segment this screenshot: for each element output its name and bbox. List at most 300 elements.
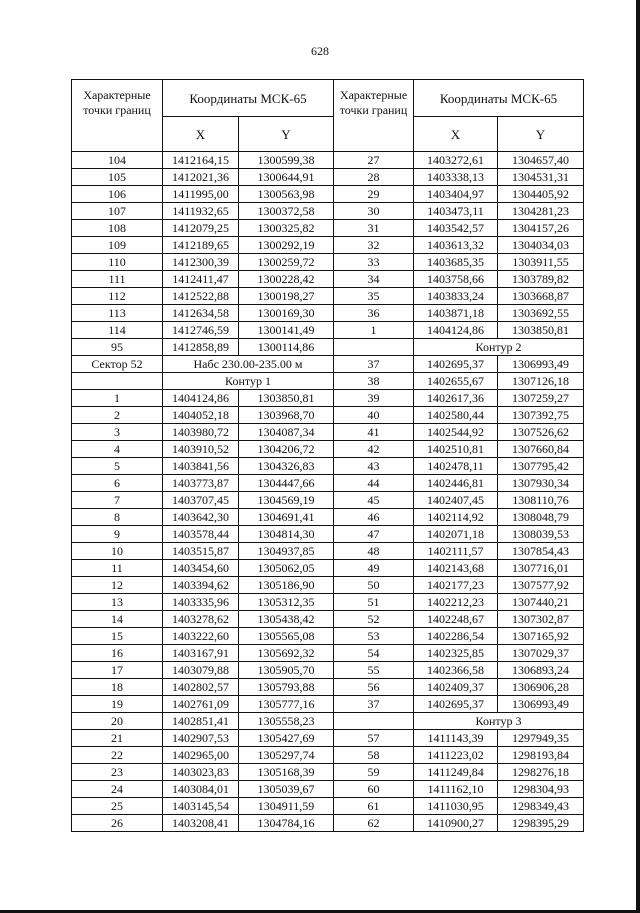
x-coordinate: 1411932,65: [163, 203, 239, 220]
table-row: [334, 679, 584, 696]
y-coordinate: 1303789,82: [498, 271, 584, 288]
table-row: [334, 169, 584, 186]
contour-row: [334, 713, 584, 730]
x-coordinate: 1402366,58: [414, 662, 498, 679]
table-row: [72, 594, 334, 611]
x-coordinate: 1411143,39: [414, 730, 498, 747]
contour-label: Контур 3: [414, 713, 584, 730]
x-header: X: [163, 117, 239, 152]
x-coordinate: 1403167,91: [163, 645, 239, 662]
x-coordinate: 1402802,57: [163, 679, 239, 696]
x-coordinate: 1412634,58: [163, 305, 239, 322]
x-coordinate: 1403454,60: [163, 560, 239, 577]
y-coordinate: 1305558,23: [239, 713, 334, 730]
y-coordinate: 1305168,39: [239, 764, 334, 781]
point-id: 38: [334, 373, 414, 390]
coordinates-table-left: [71, 79, 334, 832]
point-id: 5: [72, 458, 163, 475]
x-coordinate: 1403278,62: [163, 611, 239, 628]
point-id: 59: [334, 764, 414, 781]
x-coordinate: 1402695,37: [414, 356, 498, 373]
y-coordinate: 1304531,31: [498, 169, 584, 186]
x-coordinate: 1412300,39: [163, 254, 239, 271]
y-coordinate: 1300644,91: [239, 169, 334, 186]
x-coordinate: 1412079,25: [163, 220, 239, 237]
table-row: [72, 560, 334, 577]
point-id: 16: [72, 645, 163, 662]
y-coordinate: 1303850,81: [498, 322, 584, 339]
y-coordinate: 1307302,87: [498, 611, 584, 628]
y-coordinate: 1308110,76: [498, 492, 584, 509]
coordinates-header: Координаты МСК-65: [163, 80, 334, 117]
x-coordinate: 1403023,83: [163, 764, 239, 781]
point-id: 23: [72, 764, 163, 781]
point-id: 110: [72, 254, 163, 271]
y-coordinate: 1298193,84: [498, 747, 584, 764]
table-row: [334, 441, 584, 458]
point-id: 46: [334, 509, 414, 526]
x-coordinate: 1404124,86: [163, 390, 239, 407]
table-row: [72, 424, 334, 441]
table-row: [334, 594, 584, 611]
x-coordinate: 1403707,45: [163, 492, 239, 509]
table-row: [334, 662, 584, 679]
x-coordinate: 1403833,24: [414, 288, 498, 305]
table-body-left: [72, 152, 334, 832]
y-coordinate: 1308048,79: [498, 509, 584, 526]
table-row: [72, 441, 334, 458]
table-row: [334, 492, 584, 509]
point-id: 104: [72, 152, 163, 169]
point-id: 2: [72, 407, 163, 424]
x-coordinate: 1410900,27: [414, 815, 498, 832]
x-coordinate: 1403394,62: [163, 577, 239, 594]
point-id: 36: [334, 305, 414, 322]
table-row: [72, 798, 334, 815]
x-coordinate: 1412746,59: [163, 322, 239, 339]
y-coordinate: 1307795,42: [498, 458, 584, 475]
x-coordinate: 1412522,88: [163, 288, 239, 305]
y-header: Y: [239, 117, 334, 152]
y-coordinate: 1300114,86: [239, 339, 334, 356]
point-id: 27: [334, 152, 414, 169]
y-coordinate: 1300325,82: [239, 220, 334, 237]
x-coordinate: 1402446,81: [414, 475, 498, 492]
y-coordinate: 1303692,55: [498, 305, 584, 322]
table-row: [334, 526, 584, 543]
point-id: 53: [334, 628, 414, 645]
table-row: [334, 271, 584, 288]
point-id: 40: [334, 407, 414, 424]
table-row: [72, 577, 334, 594]
y-coordinate: 1305777,16: [239, 696, 334, 713]
point-id: 55: [334, 662, 414, 679]
table-row: [334, 696, 584, 713]
sector-label: Сектор 52: [72, 356, 163, 373]
elevation-label: Набс 230.00-235.00 м: [163, 356, 334, 373]
point-id: 13: [72, 594, 163, 611]
point-id: 8: [72, 509, 163, 526]
table-row: [72, 254, 334, 271]
point-id: 37: [334, 356, 414, 373]
point-id: 114: [72, 322, 163, 339]
x-coordinate: 1411162,10: [414, 781, 498, 798]
x-coordinate: 1412858,89: [163, 339, 239, 356]
empty-cell: [72, 373, 163, 390]
x-coordinate: 1403338,13: [414, 169, 498, 186]
table-row: [72, 509, 334, 526]
table-row: [72, 679, 334, 696]
y-coordinate: 1300599,38: [239, 152, 334, 169]
y-coordinate: 1307165,92: [498, 628, 584, 645]
y-coordinate: 1304326,83: [239, 458, 334, 475]
y-coordinate: 1304784,16: [239, 815, 334, 832]
x-coordinate: 1403871,18: [414, 305, 498, 322]
y-coordinate: 1306993,49: [498, 356, 584, 373]
points-header: Характерные точки границ: [334, 80, 414, 152]
table-row: [72, 628, 334, 645]
y-coordinate: 1300292,19: [239, 237, 334, 254]
table-row: [72, 339, 334, 356]
point-id: 20: [72, 713, 163, 730]
table-row: [72, 203, 334, 220]
table-row: [72, 220, 334, 237]
table-row: [334, 288, 584, 305]
y-coordinate: 1304157,26: [498, 220, 584, 237]
point-id: 111: [72, 271, 163, 288]
x-header: X: [414, 117, 498, 152]
y-coordinate: 1303968,70: [239, 407, 334, 424]
point-id: 57: [334, 730, 414, 747]
x-coordinate: 1411223,02: [414, 747, 498, 764]
point-id: 62: [334, 815, 414, 832]
contour-label: Контур 1: [163, 373, 334, 390]
point-id: 9: [72, 526, 163, 543]
x-coordinate: 1403335,96: [163, 594, 239, 611]
table-row: [72, 526, 334, 543]
y-coordinate: 1304937,85: [239, 543, 334, 560]
y-coordinate: 1305312,35: [239, 594, 334, 611]
point-id: 109: [72, 237, 163, 254]
x-coordinate: 1402177,23: [414, 577, 498, 594]
table-row: [72, 271, 334, 288]
y-coordinate: 1298395,29: [498, 815, 584, 832]
x-coordinate: 1403773,87: [163, 475, 239, 492]
table-row: [334, 322, 584, 339]
table-body-right: [334, 152, 584, 832]
x-coordinate: 1402409,37: [414, 679, 498, 696]
contour-row: [72, 373, 334, 390]
y-coordinate: 1307854,43: [498, 543, 584, 560]
y-coordinate: 1304691,41: [239, 509, 334, 526]
table-row: [72, 390, 334, 407]
y-coordinate: 1303911,55: [498, 254, 584, 271]
table-row: [72, 696, 334, 713]
x-coordinate: 1404052,18: [163, 407, 239, 424]
table-row: [72, 815, 334, 832]
y-coordinate: 1307440,21: [498, 594, 584, 611]
x-coordinate: 1403758,66: [414, 271, 498, 288]
point-id: 31: [334, 220, 414, 237]
table-row: [72, 492, 334, 509]
point-id: 26: [72, 815, 163, 832]
table-row: [72, 747, 334, 764]
point-id: 1: [334, 322, 414, 339]
y-coordinate: 1305438,42: [239, 611, 334, 628]
y-coordinate: 1305297,74: [239, 747, 334, 764]
y-coordinate: 1304814,30: [239, 526, 334, 543]
y-coordinate: 1307526,62: [498, 424, 584, 441]
point-id: 21: [72, 730, 163, 747]
table-row: [72, 288, 334, 305]
point-id: 22: [72, 747, 163, 764]
point-id: 7: [72, 492, 163, 509]
point-id: 56: [334, 679, 414, 696]
y-coordinate: 1305692,32: [239, 645, 334, 662]
table-row: [72, 458, 334, 475]
point-id: 112: [72, 288, 163, 305]
table-row: [72, 237, 334, 254]
table-row: [334, 203, 584, 220]
x-coordinate: 1411030,95: [414, 798, 498, 815]
point-id: 19: [72, 696, 163, 713]
point-id: 42: [334, 441, 414, 458]
point-id: 6: [72, 475, 163, 492]
y-coordinate: 1300228,42: [239, 271, 334, 288]
y-coordinate: 1307716,01: [498, 560, 584, 577]
empty-cell: [334, 713, 414, 730]
table-row: [334, 237, 584, 254]
points-header: Характерные точки границ: [72, 80, 163, 152]
x-coordinate: 1404124,86: [414, 322, 498, 339]
table-row: [334, 730, 584, 747]
table-row: [334, 424, 584, 441]
y-coordinate: 1305186,90: [239, 577, 334, 594]
point-id: 44: [334, 475, 414, 492]
x-coordinate: 1412164,15: [163, 152, 239, 169]
point-id: 95: [72, 339, 163, 356]
point-id: 32: [334, 237, 414, 254]
point-id: 58: [334, 747, 414, 764]
x-coordinate: 1403841,56: [163, 458, 239, 475]
y-coordinate: 1307392,75: [498, 407, 584, 424]
table-row: [334, 390, 584, 407]
y-coordinate: 1298304,93: [498, 781, 584, 798]
y-coordinate: 1298276,18: [498, 764, 584, 781]
point-id: 43: [334, 458, 414, 475]
point-id: 33: [334, 254, 414, 271]
table-row: [72, 611, 334, 628]
point-id: 49: [334, 560, 414, 577]
y-coordinate: 1300141,49: [239, 322, 334, 339]
x-coordinate: 1402143,68: [414, 560, 498, 577]
x-coordinate: 1411249,84: [414, 764, 498, 781]
coordinates-table-right: [333, 79, 584, 832]
point-id: 41: [334, 424, 414, 441]
x-coordinate: 1403222,60: [163, 628, 239, 645]
x-coordinate: 1412189,65: [163, 237, 239, 254]
x-coordinate: 1402212,23: [414, 594, 498, 611]
table-row: [334, 611, 584, 628]
table-row: [72, 169, 334, 186]
point-id: 54: [334, 645, 414, 662]
x-coordinate: 1402580,44: [414, 407, 498, 424]
y-coordinate: 1305427,69: [239, 730, 334, 747]
point-id: 11: [72, 560, 163, 577]
table-row: [334, 356, 584, 373]
y-coordinate: 1304034,03: [498, 237, 584, 254]
x-coordinate: 1403613,32: [414, 237, 498, 254]
table-row: [334, 254, 584, 271]
y-coordinate: 1304447,66: [239, 475, 334, 492]
y-coordinate: 1307259,27: [498, 390, 584, 407]
table-row: [334, 458, 584, 475]
point-id: 45: [334, 492, 414, 509]
y-coordinate: 1304911,59: [239, 798, 334, 815]
x-coordinate: 1403515,87: [163, 543, 239, 560]
table-row: [72, 322, 334, 339]
y-coordinate: 1304405,92: [498, 186, 584, 203]
point-id: 50: [334, 577, 414, 594]
point-id: 48: [334, 543, 414, 560]
x-coordinate: 1402111,57: [414, 543, 498, 560]
table-row: [334, 407, 584, 424]
y-coordinate: 1304657,40: [498, 152, 584, 169]
y-coordinate: 1305039,67: [239, 781, 334, 798]
table-row: [72, 543, 334, 560]
point-id: 10: [72, 543, 163, 560]
point-id: 24: [72, 781, 163, 798]
x-coordinate: 1402965,00: [163, 747, 239, 764]
point-id: 35: [334, 288, 414, 305]
table-row: [334, 373, 584, 390]
point-id: 25: [72, 798, 163, 815]
table-row: [334, 543, 584, 560]
x-coordinate: 1403642,30: [163, 509, 239, 526]
x-coordinate: 1403145,54: [163, 798, 239, 815]
x-coordinate: 1412411,47: [163, 271, 239, 288]
x-coordinate: 1402510,81: [414, 441, 498, 458]
contour-row: [334, 339, 584, 356]
table-row: [72, 186, 334, 203]
sector-row: [72, 356, 334, 373]
table-row: [72, 407, 334, 424]
point-id: 34: [334, 271, 414, 288]
point-id: 1: [72, 390, 163, 407]
x-coordinate: 1403079,88: [163, 662, 239, 679]
table-row: [334, 577, 584, 594]
table-row: [334, 645, 584, 662]
point-id: 28: [334, 169, 414, 186]
table-row: [334, 152, 584, 169]
point-id: 113: [72, 305, 163, 322]
point-id: 60: [334, 781, 414, 798]
y-coordinate: 1304206,72: [239, 441, 334, 458]
y-coordinate: 1300169,30: [239, 305, 334, 322]
x-coordinate: 1403910,52: [163, 441, 239, 458]
x-coordinate: 1403542,57: [414, 220, 498, 237]
table-row: [72, 662, 334, 679]
table-row: [72, 764, 334, 781]
y-header: Y: [498, 117, 584, 152]
point-id: 29: [334, 186, 414, 203]
y-coordinate: 1303850,81: [239, 390, 334, 407]
scan-edge-right: [636, 0, 640, 913]
table-row: [72, 475, 334, 492]
x-coordinate: 1402114,92: [414, 509, 498, 526]
table-row: [72, 645, 334, 662]
table-row: [72, 713, 334, 730]
contour-label: Контур 2: [414, 339, 584, 356]
table-row: [334, 475, 584, 492]
y-coordinate: 1300563,98: [239, 186, 334, 203]
point-id: 39: [334, 390, 414, 407]
x-coordinate: 1402907,53: [163, 730, 239, 747]
table-row: [72, 781, 334, 798]
table-row: [334, 220, 584, 237]
y-coordinate: 1297949,35: [498, 730, 584, 747]
point-id: 47: [334, 526, 414, 543]
empty-cell: [334, 339, 414, 356]
y-coordinate: 1303668,87: [498, 288, 584, 305]
y-coordinate: 1307029,37: [498, 645, 584, 662]
x-coordinate: 1403473,11: [414, 203, 498, 220]
table-row: [72, 730, 334, 747]
x-coordinate: 1411995,00: [163, 186, 239, 203]
y-coordinate: 1305905,70: [239, 662, 334, 679]
x-coordinate: 1403685,35: [414, 254, 498, 271]
x-coordinate: 1402325,85: [414, 645, 498, 662]
y-coordinate: 1307577,92: [498, 577, 584, 594]
point-id: 61: [334, 798, 414, 815]
y-coordinate: 1306893,24: [498, 662, 584, 679]
y-coordinate: 1304281,23: [498, 203, 584, 220]
x-coordinate: 1402071,18: [414, 526, 498, 543]
x-coordinate: 1402617,36: [414, 390, 498, 407]
coordinates-header: Координаты МСК-65: [414, 80, 584, 117]
x-coordinate: 1402695,37: [414, 696, 498, 713]
x-coordinate: 1403980,72: [163, 424, 239, 441]
x-coordinate: 1403404,97: [414, 186, 498, 203]
point-id: 52: [334, 611, 414, 628]
point-id: 106: [72, 186, 163, 203]
x-coordinate: 1403084,01: [163, 781, 239, 798]
y-coordinate: 1305793,88: [239, 679, 334, 696]
point-id: 14: [72, 611, 163, 628]
x-coordinate: 1412021,36: [163, 169, 239, 186]
x-coordinate: 1403272,61: [414, 152, 498, 169]
x-coordinate: 1402655,67: [414, 373, 498, 390]
table-row: [334, 560, 584, 577]
point-id: 12: [72, 577, 163, 594]
y-coordinate: 1308039,53: [498, 526, 584, 543]
x-coordinate: 1402248,67: [414, 611, 498, 628]
table-row: [334, 509, 584, 526]
table-row: [72, 152, 334, 169]
y-coordinate: 1307126,18: [498, 373, 584, 390]
x-coordinate: 1402478,11: [414, 458, 498, 475]
y-coordinate: 1305062,05: [239, 560, 334, 577]
y-coordinate: 1306906,28: [498, 679, 584, 696]
y-coordinate: 1300372,58: [239, 203, 334, 220]
table-row: [334, 305, 584, 322]
x-coordinate: 1403208,41: [163, 815, 239, 832]
table-row: [334, 764, 584, 781]
table-row: [334, 781, 584, 798]
point-id: 15: [72, 628, 163, 645]
y-coordinate: 1300198,27: [239, 288, 334, 305]
y-coordinate: 1306993,49: [498, 696, 584, 713]
